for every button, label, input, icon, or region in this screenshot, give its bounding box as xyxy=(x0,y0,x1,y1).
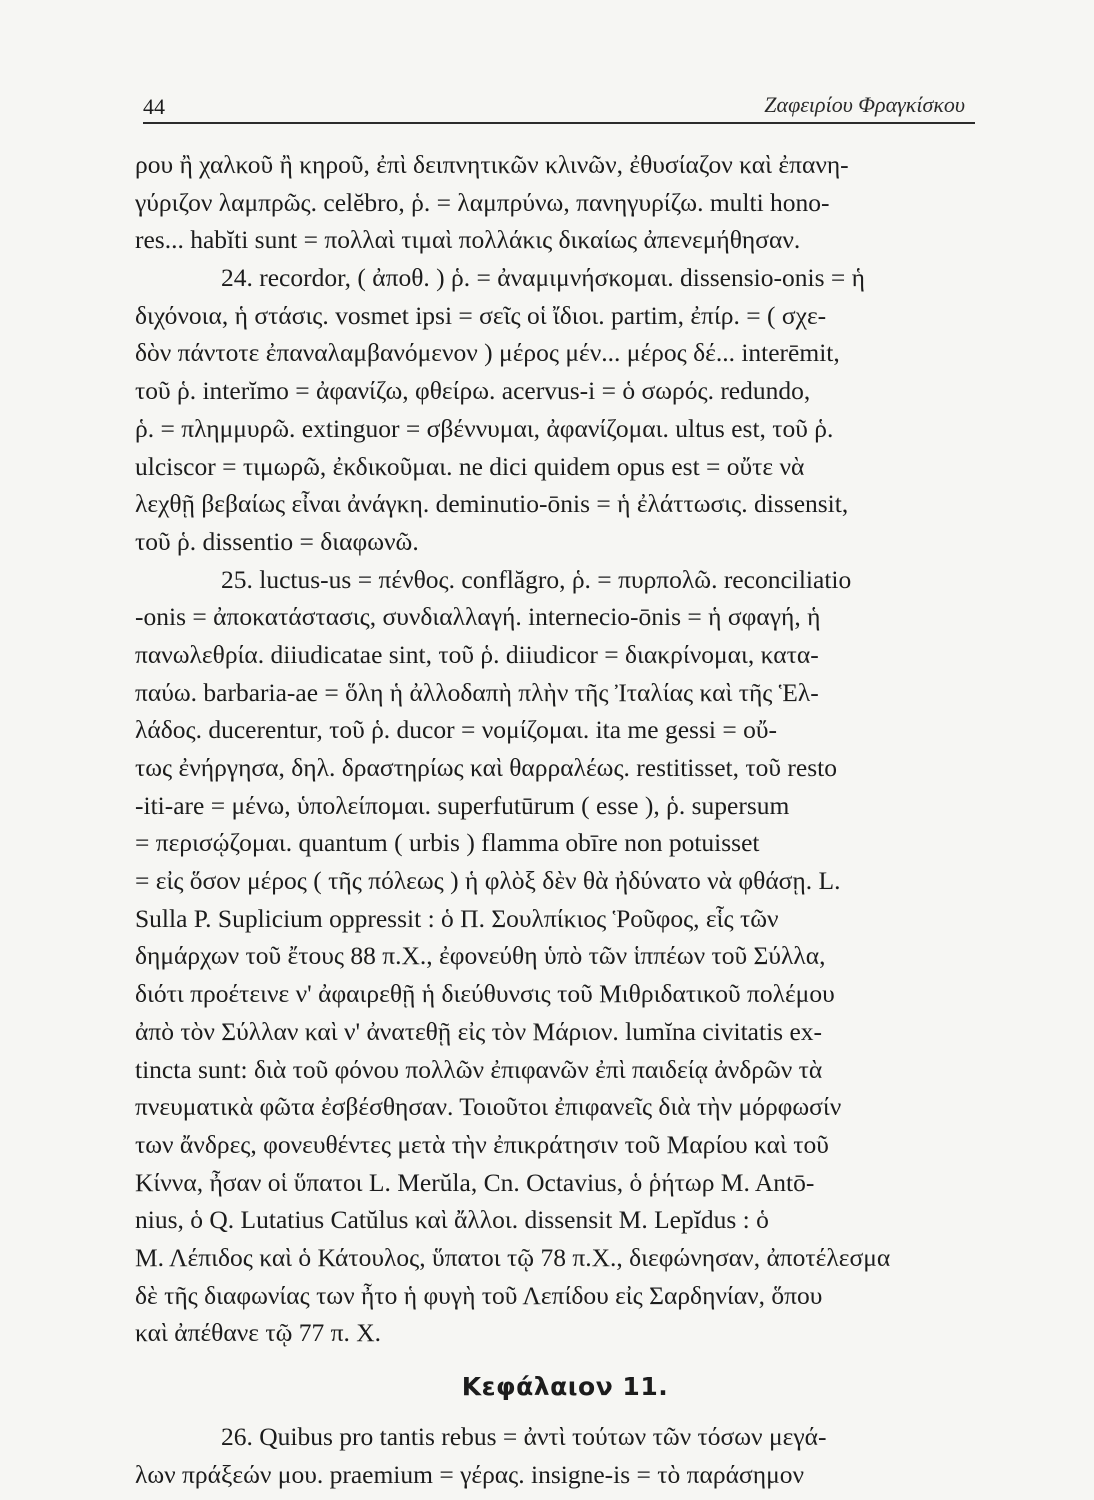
text-line: -iti-are = μένω, ὑπολείπομαι. superfutūrum ( esse ), ῥ. supersum xyxy=(135,790,790,820)
text-line: res... habĭti sunt = πολλαὶ τιμαὶ πολλάκις δικαίως ἀπενεμήθησαν. xyxy=(135,225,801,255)
text-line: λων πράξεών μου. praemium = γέρας. insigne-is = τὸ παράσημον xyxy=(135,1459,805,1489)
text-line: διότι προέτεινε ν' ἀφαιρεθῇ ἡ διεύθυνσις τοῦ Μιθριδατικοῦ πολέμου xyxy=(135,979,835,1009)
text-line: τως ἐνήργησα, δηλ. δραστηρίως καὶ θαρραλέως. restitisset, τοῦ resto xyxy=(135,753,837,782)
text-line: -onis = ἀποκατάστασις, συνδιαλλαγή. internecio-ōnis = ἡ σφαγή, ἡ xyxy=(135,602,821,632)
text-line: nius, ὁ Q. Lutatius Catŭlus καὶ ἄλλοι. dissensit M. Lepĭdus : ὁ xyxy=(135,1205,769,1235)
text-line: καὶ ἀπέθανε τῷ 77 π. Χ. xyxy=(135,1318,382,1348)
chapter-heading: Κεφάλαιον 11. xyxy=(461,1372,669,1401)
text-line: tincta sunt: διὰ τοῦ φόνου πολλῶν ἐπιφανῶν ἐπὶ παιδείᾳ ἀνδρῶν τὰ xyxy=(135,1054,823,1084)
text-line: τοῦ ῥ. interĭmo = ἀφανίζω, φθείρω. acervus-i = ὁ σωρός. redundo, xyxy=(135,376,811,406)
text-line: ἀπὸ τὸν Σύλλαν καὶ ν' ἀνατεθῇ εἰς τὸν Μάριον. lumĭna civitatis ex- xyxy=(135,1016,823,1046)
text-line: = εἰς ὅσον μέρος ( τῆς πόλεως ) ἡ φλὸξ δὲν θὰ ἠδύνατο νὰ φθάσῃ. L. xyxy=(135,866,841,896)
text-line: 24. recordor, ( ἀποθ. ) ῥ. = ἀναμιμνήσκομαι. dissensio-onis = ἡ xyxy=(221,263,865,293)
text-line: ulciscor = τιμωρῶ, ἐκδικοῦμαι. ne dici quidem opus est = οὔτε νὰ xyxy=(135,451,805,481)
text-line: Μ. Λέπιδος καὶ ὁ Κάτουλος, ὕπατοι τῷ 78 π.Χ., διεφώνησαν, ἀποτέλεσμα xyxy=(135,1242,891,1272)
text-line: πανωλεθρία. diiudicatae sint, τοῦ ῥ. diiudicor = διακρίνομαι, κατα- xyxy=(135,639,819,669)
text-line: παύω. barbaria-ae = ὅλη ἡ ἀλλοδαπὴ πλὴν τῆς Ἰταλίας καὶ τῆς Ἑλ- xyxy=(135,677,819,707)
text-line: ῥ. = πλημμυρῶ. extinguor = σβέννυμαι, ἀφανίζομαι. ultus est, τοῦ ῥ. xyxy=(135,413,834,443)
page-header xyxy=(143,84,975,124)
text-line: Sulla P. Suplicium oppressit : ὁ Π. Σουλπίκιος Ῥοῦφος, εἷς τῶν xyxy=(135,903,779,933)
page-body xyxy=(135,146,995,1493)
text-line: των ἄνδρες, φονευθέντες μετὰ τὴν ἐπικράτησιν τοῦ Μαρίου καὶ τοῦ xyxy=(135,1129,829,1159)
text-line: δημάρχων τοῦ ἔτους 88 π.Χ., ἐφονεύθη ὑπὸ τῶν ἱππέων τοῦ Σύλλα, xyxy=(135,941,826,971)
text-line: δὸν πάντοτε ἐπαναλαμβανόμενον ) μέρος μέν... μέρος δέ... interēmit, xyxy=(135,338,840,368)
text-line: πνευματικὰ φῶτα ἐσβέσθησαν. Τοιοῦτοι ἐπιφανεῖς διὰ τὴν μόρφωσίν xyxy=(135,1092,842,1122)
text-line: τοῦ ῥ. dissentio = διαφωνῶ. xyxy=(135,526,419,556)
text-line: δὲ τῆς διαφωνίας των ἦτο ἡ φυγὴ τοῦ Λεπίδου εἰς Σαρδηνίαν, ὅπου xyxy=(135,1280,823,1310)
text-line: Κίννα, ἦσαν οἱ ὕπατοι L. Merŭla, Cn. Octavius, ὁ ῥήτωρ M. Antō- xyxy=(135,1167,815,1197)
text-line: 25. luctus-us = πένθος. conflăgro, ῥ. = πυρπολῶ. reconciliatio xyxy=(221,564,852,594)
text-block-2 xyxy=(135,1418,995,1493)
text-block-1 xyxy=(135,146,995,1352)
text-line: λάδος. ducerentur, τοῦ ῥ. ducor = νομίζομαι. ita me gessi = οὔ- xyxy=(135,715,777,745)
page-number: 44 xyxy=(143,94,165,119)
text-line: = περισῴζομαι. quantum ( urbis ) flamma obīre non potuisset xyxy=(135,828,760,858)
text-line: 26. Quibus pro tantis rebus = ἀντὶ τούτων τῶν τόσων μεγά- xyxy=(221,1422,827,1451)
header-rule xyxy=(143,122,975,124)
text-line: γύριζον λαμπρῶς. celĕbro, ῥ. = λαμπρύνω, πανηγυρίζω. multi hono- xyxy=(135,187,830,217)
text-line: διχόνοια, ἡ στάσις. vosmet ipsi = σεῖς οἱ ἴδιοι. partim, ἐπίρ. = ( σχε- xyxy=(135,300,827,330)
running-title: Ζαφειρίου Φραγκίσκου xyxy=(764,92,965,117)
text-line: λεχθῇ βεβαίως εἶναι ἀνάγκη. deminutio-ōnis = ἡ ἐλάττωσις. dissensit, xyxy=(135,489,849,519)
text-line: ρου ἢ χαλκοῦ ἢ κηροῦ, ἐπὶ δειπνητικῶν κλινῶν, ἐθυσίαζον καὶ ἐπανη- xyxy=(135,150,849,179)
